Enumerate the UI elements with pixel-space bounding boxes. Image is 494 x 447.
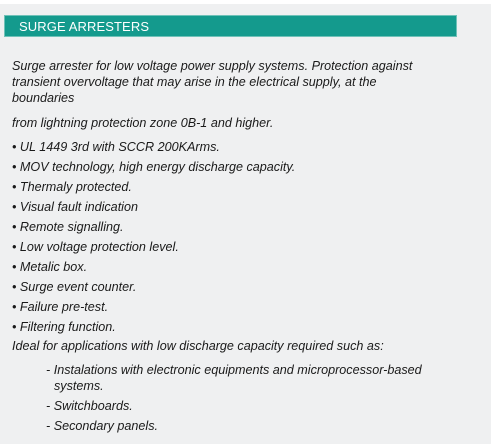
- application-item: - Instalations with electronic equipments and microprocessor-based: [46, 363, 422, 377]
- feature-item: • Filtering function.: [12, 320, 116, 334]
- feature-item: • Visual fault indication: [12, 200, 138, 214]
- application-item: - Switchboards.: [46, 399, 133, 413]
- intro-line-1: Surge arrester for low voltage power supply systems. Protection against: [12, 59, 413, 73]
- feature-item: • Remote signalling.: [12, 220, 124, 234]
- section-title: SURGE ARRESTERS: [19, 19, 150, 34]
- intro-line-3: boundaries: [12, 91, 75, 105]
- feature-item: • MOV technology, high energy discharge capacity.: [12, 160, 296, 174]
- section-header: [4, 15, 457, 37]
- feature-item: • Thermaly protected.: [12, 180, 132, 194]
- intro-line-2: transient overvoltage that may arise in the electrical supply, at the: [12, 75, 377, 89]
- feature-item: • UL 1449 3rd with SCCR 200KArms.: [12, 140, 220, 154]
- applications-intro: Ideal for applications with low discharge capacity required such as:: [12, 339, 384, 353]
- application-item-continued: systems.: [54, 379, 104, 393]
- description-panel: [0, 4, 491, 444]
- application-item: - Secondary panels.: [46, 419, 159, 433]
- feature-item: • Failure pre-test.: [12, 300, 109, 314]
- feature-item: • Metalic box.: [12, 260, 88, 274]
- feature-item: • Low voltage protection level.: [12, 240, 179, 254]
- feature-item: • Surge event counter.: [12, 280, 137, 294]
- intro-line-4: from lightning protection zone 0B-1 and higher.: [12, 116, 274, 130]
